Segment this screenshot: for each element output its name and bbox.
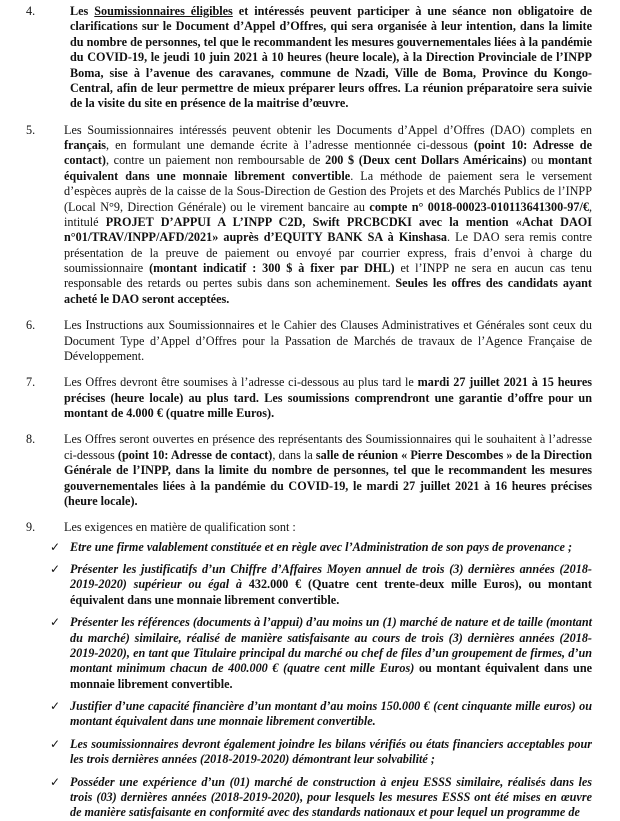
- checkmark-icon: ✓: [50, 615, 61, 630]
- requirement-item: [48, 775, 592, 821]
- text-run: 200 $ (Deux cent Dollars Américains): [325, 153, 527, 168]
- clause-9: [26, 520, 592, 820]
- clause-number: 7.: [26, 375, 36, 390]
- text-run: Les soumissionnaires devront également joindre les bilans vérifiés ou états financiers acceptables pour les trois dernières années (2018-2019-2020) démontrant leur solvabilité ;: [70, 736, 592, 767]
- text-run: ou: [526, 153, 548, 168]
- clause-text: [64, 432, 592, 509]
- text-run: et intéressés peuvent participer à une séance non obligatoire de clarifications sur le Document d’Appel d’Offres, qui sera organisée à leur intention, dans la limite du nombre de personnes, tel que le recommandent les mesures gouvernementales liées à la pandémie du COVID-19, le jeudi 10 juin 2021 à 10 heures (heure locale), à la Direction Provinciale de l’INPP Boma, sise à l’avenue des caravanes, commune de Nzadi, Ville de Boma, Province du Kongo-Central, afin de leur permettre de mieux préparer leurs offres. La réunion préparatoire sera suivie de la visite du site en présence de la maitrise d’œuvre.: [70, 4, 593, 111]
- clause-5: [26, 123, 592, 308]
- text-run: ou montant équivalent dans une monnaie librement convertible.: [70, 661, 593, 691]
- clause-number: 6.: [26, 318, 36, 333]
- checkmark-icon: ✓: [50, 562, 61, 576]
- text-run: montant équivalent dans une monnaie librement convertible: [64, 153, 593, 183]
- text-run: Les Soumissionnaires intéressés peuvent obtenir les Documents d’Appel d’Offres (DAO) complets en: [64, 122, 592, 137]
- requirement-text: [70, 615, 592, 691]
- clause-number: 9.: [26, 520, 36, 535]
- text-run: , intitulé: [64, 199, 592, 229]
- text-run: Présenter les justificatifs d’un Chiffre d’Affaires Moyen annuel de trois (3) dernières années (2018-2019-2020) supérieur ou égal à: [70, 562, 592, 592]
- text-run: (point 10: Adresse de contact): [64, 138, 592, 168]
- text-run: Posséder une expérience d’un (01) marché de construction à enjeu ESSS similaire, réalisés dans les trois (03) dernières années (2018-2019-2020), pour lesquels les mesures ESSS ont été mises en œuvre de manière satisfaisante en conformité avec des standards nationaux et pour lequel un programme de: [70, 774, 592, 820]
- text-run: salle de réunion « Pierre Descombes » de la Direction Générale de l’INPP, dans la limite du nombre de personnes, tel que le recommandent les mesures gouvernementales liées à la pandémie du COVID-19, le mardi 27 juillet 2021 à 16 heures précises (heure locale).: [64, 447, 592, 508]
- text-run: Les: [70, 4, 95, 18]
- text-run: Les Offres seront ouvertes en présence des représentants des Soumissionnaires qui le souhaitent à l’adresse ci-dessous: [64, 432, 592, 462]
- requirement-item: [48, 737, 592, 768]
- text-run: et l’INPP ne sera en aucun cas tenu responsable des retards ou pertes subis dans son acheminement.: [64, 261, 592, 291]
- clause-text: [64, 375, 592, 421]
- text-run: (montant indicatif : 300 $ à fixer par DHL): [149, 261, 395, 275]
- clause-text: [70, 4, 592, 112]
- text-run: français: [64, 138, 106, 152]
- clause-number: 5.: [26, 122, 36, 137]
- checkmark-icon: ✓: [50, 539, 61, 554]
- text-run: compte n° 0018-00023-010113641300-97/€: [369, 199, 589, 214]
- text-run: 432.000 € (Quatre cent trente-deux mille Euros), ou montant équivalent dans une monnaie librement convertible.: [70, 577, 592, 607]
- text-run: . Le DAO sera remis contre présentation de la preuve de paiement ou envoyé par courrier express, frais d’envoi à charge du soumissionnaire: [64, 230, 593, 275]
- requirement-text: [70, 737, 592, 766]
- requirement-text: [70, 562, 592, 607]
- requirement-text: [70, 699, 592, 728]
- clause-text: [64, 123, 592, 308]
- clause-7: [26, 375, 592, 421]
- text-run: Seules les offres des candidats ayant acheté le DAO seront acceptées.: [64, 276, 592, 306]
- text-run: , contre un paiement non remboursable de: [105, 153, 326, 168]
- text-run: Présenter les références (documents à l’appui) d’au moins un (1) marché de nature et de taille (montant du marché) similaire, réalisé de manière satisfaisante au cours de trois (3) dernières années (2018-2019-2020), en tant que Titulaire principal du marché ou chef de files d’un groupement de firmes, d’un montant minimum chacun de 400.000 € (quatre cent mille Euros): [70, 615, 593, 676]
- requirement-text: [70, 775, 592, 820]
- checkmark-icon: ✓: [50, 736, 61, 751]
- clause-4: [26, 4, 592, 112]
- text-run: Justifier d’une capacité financière d’un montant d’au moins 150.000 € (cent cinquante mille euros) ou montant équivalent dans une monnaie librement convertible.: [70, 699, 592, 729]
- clause-8: [26, 432, 592, 509]
- requirement-text: [70, 540, 572, 554]
- clause-text: [64, 318, 592, 364]
- text-run: Soumissionnaires éligibles: [94, 4, 233, 18]
- checkmark-icon: ✓: [50, 699, 61, 713]
- clause-6: [26, 318, 592, 364]
- clause-number: 4.: [26, 4, 36, 18]
- numbered-clauses: [26, 4, 592, 821]
- requirement-item: [48, 540, 592, 555]
- clause-text: [64, 520, 592, 535]
- requirement-item: [48, 615, 592, 692]
- text-run: , en formulant une demande écrite à l’adresse mentionnée ci-dessous: [105, 138, 474, 152]
- text-run: Etre une firme valablement constituée et en règle avec l’Administration de son pays de provenance ;: [70, 539, 573, 554]
- text-run: Les Instructions aux Soumissionnaires et le Cahier des Clauses Administratives et Générales sont ceux du Document Type d’Appel d’Offres pour la Passation de Marchés de travaux de l’Agence Française de Développement.: [64, 318, 592, 363]
- text-run: . La méthode de paiement sera le versement d’espèces auprès de la caisse de la Sous-Direction de Gestion des Projets et des Marchés Publics de l’INPP (Local N°9, Direction Générale) ou le virement bancaire au: [64, 168, 592, 214]
- text-run: (point 10: Adresse de contact): [117, 447, 273, 462]
- checkmark-icon: ✓: [50, 774, 61, 789]
- text-run: PROJET D’APPUI A L’INPP C2D, Swift PRCBCDKI avec la mention «Achat DAOI n°01/TRAV/INPP/AFD/2021» auprès d’EQUITY BANK SA à Kinshasa: [64, 214, 592, 245]
- requirement-item: [48, 562, 592, 608]
- clause-number: 8.: [26, 432, 36, 447]
- requirement-item: [48, 699, 592, 730]
- text-run: Les Offres devront être soumises à l’adresse ci-dessous au plus tard le: [64, 375, 418, 390]
- text-run: , dans la: [272, 447, 316, 462]
- text-run: Les exigences en matière de qualification sont :: [64, 520, 296, 535]
- text-run: mardi 27 juillet 2021 à 15 heures précises (heure locale) au plus tard. Les soumissions comprendront une garantie d’offre pour un montant de 4.000 € (quatre mille Euros).: [64, 375, 592, 420]
- qualification-requirements: [48, 540, 592, 821]
